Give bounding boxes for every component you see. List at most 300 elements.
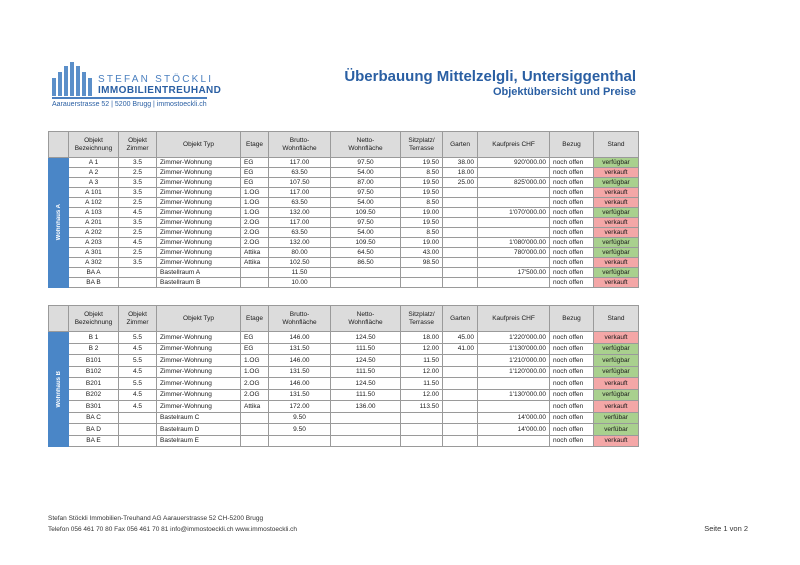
cell-bezug: noch offen — [550, 366, 594, 378]
cell-etage: Attika — [241, 248, 269, 258]
page-number: Seite 1 von 2 — [704, 524, 748, 533]
cell-typ: Zimmer-Wohnung — [157, 258, 241, 268]
cell-bezug: noch offen — [550, 378, 594, 390]
cell-typ: Zimmer-Wohnung — [157, 158, 241, 168]
cell-sitz: 12.00 — [401, 389, 443, 401]
cell-sitz: 8.50 — [401, 228, 443, 238]
cell-garten — [443, 401, 478, 413]
cell-etage: EG — [241, 158, 269, 168]
cell-netto: 109.50 — [331, 238, 401, 248]
cell-bezug: noch offen — [550, 228, 594, 238]
table-row — [49, 218, 639, 228]
cell-bez: A 301 — [69, 248, 119, 258]
cell-sitz — [401, 412, 443, 424]
table-header-row — [49, 132, 639, 158]
cell-zim: 2.5 — [119, 248, 157, 258]
cell-brutto: 172.00 — [269, 401, 331, 413]
cell-bez: A 101 — [69, 188, 119, 198]
cell-garten — [443, 366, 478, 378]
cell-netto — [331, 278, 401, 288]
cell-brutto: 102.50 — [269, 258, 331, 268]
cell-etage: EG — [241, 178, 269, 188]
status-badge: verkauft — [594, 332, 639, 344]
cell-brutto — [269, 435, 331, 447]
cell-bez: BA C — [69, 412, 119, 424]
cell-etage: 1.OG — [241, 208, 269, 218]
cell-garten — [443, 378, 478, 390]
cell-netto: 109.50 — [331, 208, 401, 218]
cell-sitz: 43.00 — [401, 248, 443, 258]
cell-brutto: 117.00 — [269, 218, 331, 228]
cell-netto: 87.00 — [331, 178, 401, 188]
cell-bez: A 1 — [69, 158, 119, 168]
header-bezeichnung: Objekt Bezeichnung — [69, 306, 119, 332]
cell-garten — [443, 198, 478, 208]
header-sitzplatz: Sitzplatz/ Terrasse — [401, 306, 443, 332]
header-zimmer: Objekt Zimmer — [119, 306, 157, 332]
cell-etage — [241, 424, 269, 436]
cell-typ: Zimmer-Wohnung — [157, 332, 241, 344]
cell-zim: 5.5 — [119, 332, 157, 344]
status-badge: verfügbar — [594, 343, 639, 355]
cell-etage — [241, 268, 269, 278]
table-row — [49, 248, 639, 258]
cell-brutto: 131.50 — [269, 389, 331, 401]
cell-zim: 2.5 — [119, 198, 157, 208]
cell-bezug: noch offen — [550, 332, 594, 344]
cell-garten: 41.00 — [443, 343, 478, 355]
cell-netto: 97.50 — [331, 188, 401, 198]
cell-zim: 2.5 — [119, 228, 157, 238]
header-garten: Garten — [443, 306, 478, 332]
cell-preis: 14'000.00 — [478, 412, 550, 424]
cell-sitz — [401, 424, 443, 436]
cell-typ: Zimmer-Wohnung — [157, 178, 241, 188]
cell-sitz: 19.50 — [401, 158, 443, 168]
cell-etage: 1.OG — [241, 198, 269, 208]
table-row — [49, 343, 639, 355]
cell-preis: 14'000.00 — [478, 424, 550, 436]
building-label-text: Wohnhaus A — [55, 204, 62, 241]
header-stand: Stand — [594, 306, 639, 332]
status-badge: verkauft — [594, 188, 639, 198]
cell-sitz: 19.50 — [401, 178, 443, 188]
cell-sitz: 8.50 — [401, 198, 443, 208]
header-netto: Netto- Wohnfläche — [331, 306, 401, 332]
cell-preis — [478, 228, 550, 238]
cell-zim: 4.5 — [119, 343, 157, 355]
cell-typ: Zimmer-Wohnung — [157, 188, 241, 198]
cell-brutto: 63.50 — [269, 198, 331, 208]
cell-preis — [478, 218, 550, 228]
cell-netto — [331, 424, 401, 436]
cell-bezug: noch offen — [550, 178, 594, 188]
cell-sitz: 11.50 — [401, 355, 443, 367]
cell-bezug: noch offen — [550, 248, 594, 258]
cell-typ: Zimmer-Wohnung — [157, 248, 241, 258]
cell-garten: 45.00 — [443, 332, 478, 344]
table-header-row — [49, 306, 639, 332]
cell-netto — [331, 412, 401, 424]
table-row — [49, 355, 639, 367]
cell-zim: 3.5 — [119, 178, 157, 188]
header-bezeichnung: Objekt Bezeichnung — [69, 132, 119, 158]
cell-brutto: 117.00 — [269, 158, 331, 168]
cell-zim: 3.5 — [119, 218, 157, 228]
cell-bez: A 103 — [69, 208, 119, 218]
cell-zim: 5.5 — [119, 378, 157, 390]
cell-netto: 54.00 — [331, 168, 401, 178]
building-bars-icon — [52, 62, 94, 96]
cell-preis: 1'130'000.00 — [478, 343, 550, 355]
cell-brutto: 146.00 — [269, 355, 331, 367]
status-badge: verkauft — [594, 258, 639, 268]
table-row — [49, 158, 639, 168]
cell-garten — [443, 248, 478, 258]
header-typ: Objekt Typ — [157, 306, 241, 332]
table-row — [49, 401, 639, 413]
header-brutto: Brutto- Wohnfläche — [269, 132, 331, 158]
table-row — [49, 389, 639, 401]
cell-netto: 54.00 — [331, 228, 401, 238]
cell-brutto: 107.50 — [269, 178, 331, 188]
cell-brutto: 9.50 — [269, 424, 331, 436]
cell-garten — [443, 188, 478, 198]
cell-etage: 2.OG — [241, 228, 269, 238]
cell-bez: B102 — [69, 366, 119, 378]
cell-netto — [331, 268, 401, 278]
cell-brutto: 10.00 — [269, 278, 331, 288]
cell-sitz: 19.50 — [401, 188, 443, 198]
header-etage: Etage — [241, 132, 269, 158]
cell-garten — [443, 412, 478, 424]
header-etage: Etage — [241, 306, 269, 332]
cell-preis: 1'130'000.00 — [478, 389, 550, 401]
cell-garten — [443, 258, 478, 268]
cell-etage: 2.OG — [241, 378, 269, 390]
cell-sitz: 19.50 — [401, 218, 443, 228]
cell-etage: 2.OG — [241, 238, 269, 248]
table-row — [49, 332, 639, 344]
cell-sitz — [401, 268, 443, 278]
cell-sitz: 19.00 — [401, 238, 443, 248]
cell-bezug: noch offen — [550, 198, 594, 208]
cell-garten: 38.00 — [443, 158, 478, 168]
cell-preis: 920'000.00 — [478, 158, 550, 168]
cell-typ: Bastelraum D — [157, 424, 241, 436]
cell-preis: 825'000.00 — [478, 178, 550, 188]
cell-netto — [331, 435, 401, 447]
cell-netto: 136.00 — [331, 401, 401, 413]
cell-brutto: 80.00 — [269, 248, 331, 258]
cell-brutto: 132.00 — [269, 208, 331, 218]
cell-netto: 97.50 — [331, 158, 401, 168]
cell-sitz — [401, 278, 443, 288]
cell-typ: Zimmer-Wohnung — [157, 218, 241, 228]
cell-sitz: 11.50 — [401, 378, 443, 390]
status-badge: verfügbar — [594, 238, 639, 248]
cell-bezug: noch offen — [550, 355, 594, 367]
cell-bezug: noch offen — [550, 258, 594, 268]
cell-bez: A 202 — [69, 228, 119, 238]
cell-zim: 4.5 — [119, 389, 157, 401]
header-bezug: Bezug — [550, 132, 594, 158]
cell-zim: 3.5 — [119, 258, 157, 268]
status-badge: verfügbar — [594, 389, 639, 401]
table-row — [49, 258, 639, 268]
cell-garten: 18.00 — [443, 168, 478, 178]
status-badge: verfübar — [594, 412, 639, 424]
cell-zim: 4.5 — [119, 401, 157, 413]
cell-bezug: noch offen — [550, 158, 594, 168]
building-label — [49, 332, 69, 447]
cell-preis: 1'210'000.00 — [478, 355, 550, 367]
cell-etage — [241, 278, 269, 288]
status-badge: verkauft — [594, 228, 639, 238]
cell-preis — [478, 378, 550, 390]
table-wohnhaus-a — [48, 131, 639, 288]
cell-garten — [443, 268, 478, 278]
cell-zim — [119, 424, 157, 436]
cell-preis — [478, 278, 550, 288]
cell-zim: 4.5 — [119, 208, 157, 218]
header-sitzplatz: Sitzplatz/ Terrasse — [401, 132, 443, 158]
header-side — [49, 132, 69, 158]
cell-etage: EG — [241, 168, 269, 178]
cell-netto: 124.50 — [331, 378, 401, 390]
cell-sitz: 12.00 — [401, 366, 443, 378]
cell-typ: Zimmer-Wohnung — [157, 238, 241, 248]
cell-netto: 124.50 — [331, 332, 401, 344]
table-row — [49, 188, 639, 198]
cell-sitz: 8.50 — [401, 168, 443, 178]
status-badge: verkauft — [594, 198, 639, 208]
cell-bez: B301 — [69, 401, 119, 413]
table-row — [49, 238, 639, 248]
status-badge: verkauft — [594, 218, 639, 228]
cell-preis — [478, 401, 550, 413]
cell-zim — [119, 435, 157, 447]
cell-garten — [443, 208, 478, 218]
status-badge: verkauft — [594, 435, 639, 447]
footer-contact: Telefon 056 461 70 80 Fax 056 461 70 81 info@immostoeckli.ch www.immostoeckli.ch — [48, 526, 298, 533]
status-badge: verfügbar — [594, 268, 639, 278]
status-badge: verfügbar — [594, 355, 639, 367]
cell-bez: A 203 — [69, 238, 119, 248]
logo-divider — [52, 97, 207, 99]
cell-netto: 111.50 — [331, 343, 401, 355]
cell-netto: 64.50 — [331, 248, 401, 258]
cell-etage: 1.OG — [241, 188, 269, 198]
cell-bez: BA D — [69, 424, 119, 436]
cell-typ: Bastelraum E — [157, 435, 241, 447]
table-row — [49, 178, 639, 188]
building-label-text: Wohnhaus B — [55, 370, 62, 408]
table-row — [49, 366, 639, 378]
cell-typ: Bastelraum C — [157, 412, 241, 424]
cell-bezug: noch offen — [550, 208, 594, 218]
cell-etage — [241, 435, 269, 447]
table-row — [49, 435, 639, 447]
status-badge: verkauft — [594, 401, 639, 413]
cell-preis: 17'500.00 — [478, 268, 550, 278]
table-wohnhaus-b — [48, 305, 639, 447]
footer-address: Stefan Stöckli Immobilien-Treuhand AG Aarauerstrasse 52 CH-5200 Brugg — [48, 515, 264, 522]
cell-zim — [119, 268, 157, 278]
cell-bezug: noch offen — [550, 401, 594, 413]
cell-etage — [241, 412, 269, 424]
logo-name: STEFAN STÖCKLI — [98, 74, 214, 85]
cell-sitz: 18.00 — [401, 332, 443, 344]
header-kaufpreis: Kaufpreis CHF — [478, 306, 550, 332]
cell-zim: 4.5 — [119, 238, 157, 248]
cell-garten — [443, 435, 478, 447]
cell-bez: A 102 — [69, 198, 119, 208]
cell-etage: 1.OG — [241, 355, 269, 367]
cell-typ: Zimmer-Wohnung — [157, 343, 241, 355]
cell-sitz: 98.50 — [401, 258, 443, 268]
table-row — [49, 424, 639, 436]
cell-brutto: 131.50 — [269, 343, 331, 355]
cell-etage: Attika — [241, 401, 269, 413]
cell-bezug: noch offen — [550, 168, 594, 178]
cell-typ: Bastellraum A — [157, 268, 241, 278]
cell-preis: 1'220'000.00 — [478, 332, 550, 344]
cell-garten — [443, 355, 478, 367]
cell-sitz: 113.50 — [401, 401, 443, 413]
cell-netto: 124.50 — [331, 355, 401, 367]
table-row — [49, 412, 639, 424]
cell-preis: 1'070'000.00 — [478, 208, 550, 218]
header-garten: Garten — [443, 132, 478, 158]
cell-zim — [119, 412, 157, 424]
cell-garten — [443, 424, 478, 436]
table-row — [49, 268, 639, 278]
cell-bez: A 2 — [69, 168, 119, 178]
cell-typ: Bastellraum B — [157, 278, 241, 288]
cell-typ: Zimmer-Wohnung — [157, 389, 241, 401]
header-netto: Netto- Wohnfläche — [331, 132, 401, 158]
page-title: Überbauung Mittelzelgli, Untersiggenthal — [344, 68, 636, 85]
cell-preis — [478, 188, 550, 198]
cell-brutto: 146.00 — [269, 332, 331, 344]
cell-preis — [478, 435, 550, 447]
cell-bezug: noch offen — [550, 389, 594, 401]
cell-bez: B101 — [69, 355, 119, 367]
cell-etage: Attika — [241, 258, 269, 268]
cell-brutto: 117.00 — [269, 188, 331, 198]
header-kaufpreis: Kaufpreis CHF — [478, 132, 550, 158]
cell-garten — [443, 278, 478, 288]
cell-sitz: 19.00 — [401, 208, 443, 218]
status-badge: verfübar — [594, 424, 639, 436]
cell-bezug: noch offen — [550, 238, 594, 248]
cell-brutto: 9.50 — [269, 412, 331, 424]
cell-brutto: 63.50 — [269, 228, 331, 238]
status-badge: verkauft — [594, 378, 639, 390]
company-logo — [52, 62, 222, 112]
header-typ: Objekt Typ — [157, 132, 241, 158]
cell-bezug: noch offen — [550, 188, 594, 198]
cell-etage: EG — [241, 343, 269, 355]
cell-preis: 1'080'000.00 — [478, 238, 550, 248]
table-row — [49, 378, 639, 390]
logo-address: Aarauerstrasse 52 | 5200 Brugg | immostoeckli.ch — [52, 101, 207, 108]
logo-brand: IMMOBILIENTREUHAND — [98, 85, 222, 96]
cell-bez: A 302 — [69, 258, 119, 268]
table-row — [49, 168, 639, 178]
cell-zim: 2.5 — [119, 168, 157, 178]
cell-bezug: noch offen — [550, 278, 594, 288]
cell-sitz — [401, 435, 443, 447]
header-stand: Stand — [594, 132, 639, 158]
cell-etage: 2.OG — [241, 389, 269, 401]
cell-netto: 97.50 — [331, 218, 401, 228]
building-label — [49, 158, 69, 288]
cell-typ: Zimmer-Wohnung — [157, 198, 241, 208]
cell-zim: 3.5 — [119, 188, 157, 198]
cell-bez: BA A — [69, 268, 119, 278]
cell-bezug: noch offen — [550, 412, 594, 424]
status-badge: verfügbar — [594, 178, 639, 188]
cell-garten — [443, 228, 478, 238]
cell-netto: 54.00 — [331, 198, 401, 208]
cell-brutto: 132.00 — [269, 238, 331, 248]
cell-preis — [478, 198, 550, 208]
cell-garten — [443, 218, 478, 228]
cell-bez: B202 — [69, 389, 119, 401]
cell-preis — [478, 258, 550, 268]
cell-preis — [478, 168, 550, 178]
cell-typ: Zimmer-Wohnung — [157, 366, 241, 378]
cell-netto: 86.50 — [331, 258, 401, 268]
cell-zim: 5.5 — [119, 355, 157, 367]
cell-typ: Zimmer-Wohnung — [157, 378, 241, 390]
cell-etage: 1.OG — [241, 366, 269, 378]
cell-preis: 1'120'000.00 — [478, 366, 550, 378]
cell-bez: BA B — [69, 278, 119, 288]
cell-typ: Zimmer-Wohnung — [157, 355, 241, 367]
cell-bez: A 3 — [69, 178, 119, 188]
header-zimmer: Objekt Zimmer — [119, 132, 157, 158]
cell-bezug: noch offen — [550, 424, 594, 436]
status-badge: verfügbar — [594, 366, 639, 378]
cell-zim — [119, 278, 157, 288]
cell-bezug: noch offen — [550, 268, 594, 278]
cell-etage: EG — [241, 332, 269, 344]
cell-zim: 3.5 — [119, 158, 157, 168]
cell-etage: 2.OG — [241, 218, 269, 228]
cell-bezug: noch offen — [550, 343, 594, 355]
status-badge: verfügbar — [594, 208, 639, 218]
header-brutto: Brutto- Wohnfläche — [269, 306, 331, 332]
cell-bez: B 2 — [69, 343, 119, 355]
cell-zim: 4.5 — [119, 366, 157, 378]
cell-brutto: 63.50 — [269, 168, 331, 178]
cell-garten: 25.00 — [443, 178, 478, 188]
cell-sitz: 12.00 — [401, 343, 443, 355]
cell-bez: BA E — [69, 435, 119, 447]
status-badge: verkauft — [594, 278, 639, 288]
cell-typ: Zimmer-Wohnung — [157, 168, 241, 178]
cell-netto: 111.50 — [331, 389, 401, 401]
cell-typ: Zimmer-Wohnung — [157, 401, 241, 413]
table-row — [49, 208, 639, 218]
cell-garten — [443, 389, 478, 401]
cell-brutto: 146.00 — [269, 378, 331, 390]
header-side — [49, 306, 69, 332]
cell-netto: 111.50 — [331, 366, 401, 378]
